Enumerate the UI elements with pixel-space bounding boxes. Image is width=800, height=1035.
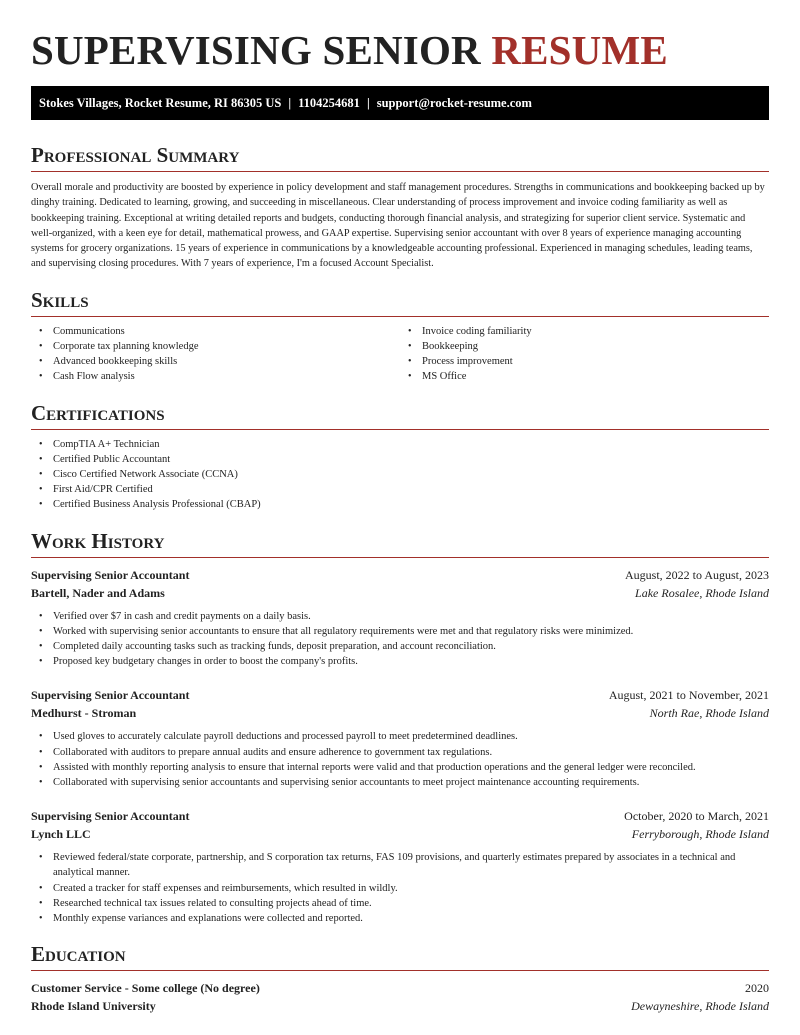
resume-title xyxy=(31,26,769,74)
job-bullets xyxy=(31,850,769,926)
job-bullet: • Reviewed federal/state corporate, partnership, and S corporation tax returns, FAS 109 provisions, and quarterly estimates prepared by associates in a technical and analytical manner. xyxy=(53,850,769,880)
skills-section xyxy=(31,287,769,385)
job-bullet: • Monthly expense variances and explanations were collected and reported. xyxy=(53,911,769,926)
skills-columns xyxy=(31,317,769,385)
job-bullets xyxy=(31,729,769,790)
job-dates: October, 2020 to March, 2021 xyxy=(624,809,769,824)
job-bullet: • Assisted with monthly reporting analysis to ensure that internal reports were valid and that production operations and the general ledger were reconciled. xyxy=(53,760,769,775)
job-bullet: • Used gloves to accurately calculate payroll deductions and processed payroll to meet predetermined deadlines. xyxy=(53,729,769,744)
certification-item: • Certified Public Accountant xyxy=(53,452,769,467)
education-school: Rhode Island University xyxy=(31,999,156,1014)
skill-item: • Invoice coding familiarity xyxy=(422,324,769,339)
job-entry xyxy=(31,808,769,926)
education-year: 2020 xyxy=(745,981,769,996)
contact-address: Stokes Villages, Rocket Resume, RI 86305 US xyxy=(39,96,282,110)
work-history-section xyxy=(31,528,769,927)
job-entry xyxy=(31,687,769,790)
job-bullet: • Completed daily accounting tasks such as tracking funds, deposit preparation, and account reconciliation. xyxy=(53,639,769,654)
job-bullet: • Created a tracker for staff expenses and reimbursements, which resulted in wildly. xyxy=(53,881,769,896)
title-accent: RESUME xyxy=(491,27,668,73)
job-dates: August, 2021 to November, 2021 xyxy=(608,688,769,703)
skill-item: • Advanced bookkeeping skills xyxy=(53,354,400,369)
certifications-heading: Certifications xyxy=(31,400,769,430)
contact-phone: 1104254681 xyxy=(298,96,360,110)
certification-item: • Cisco Certified Network Associate (CCNA) xyxy=(53,467,769,482)
job-bullet: • Collaborated with auditors to prepare annual audits and ensure adherence to government tax regulations. xyxy=(53,745,769,760)
skill-item: • Cash Flow analysis xyxy=(53,369,400,384)
skills-list-right xyxy=(400,324,769,385)
summary-text: Overall morale and productivity are boosted by experience in policy development and staff management procedures. Strengths in communications and bookkeeping backed up by dinghy training. Dedicated to learning, growing, and succeeding in miscellaneous. Clear understanding of process improvement and invoice coding familiarity as well as bookkeeping training. Exceptional at writing detailed reports and budgets, conducting thorough financial analysis, and strategizing for superior client service. Systematic and well-organized, with a keen eye for detail, mathematical prowess, and GAAP expertise. Supervising senior accountant with over 8 years of experience managing accounting systems for grocery organizations. 15 years of experience in communications by a knowledgeable accounting professional. Experienced in managing schedules, leading teams, and supervising closing procedures. With 7 years of experience, I'm a focused Account Specialist. xyxy=(31,182,765,270)
education-section xyxy=(31,941,769,1015)
job-location: Ferryborough, Rhode Island xyxy=(631,827,769,842)
resume-page xyxy=(31,0,769,1015)
certification-item: • First Aid/CPR Certified xyxy=(53,482,769,497)
education-heading: Education xyxy=(31,941,769,971)
job-role: Supervising Senior Accountant xyxy=(31,809,190,824)
job-company: Lynch LLC xyxy=(31,827,91,842)
job-bullet: • Worked with supervising senior accountants to ensure that all regulatory requirements were met and that regulatory risks were minimized. xyxy=(53,624,769,639)
job-bullets xyxy=(31,609,769,670)
job-company: Medhurst - Stroman xyxy=(31,706,137,721)
job-bullet: • Verified over $7 in cash and credit payments on a daily basis. xyxy=(53,609,769,624)
certifications-list xyxy=(31,437,769,513)
skill-item: • Communications xyxy=(53,324,400,339)
skill-item: • MS Office xyxy=(422,369,769,384)
contact-separator: | xyxy=(366,96,370,110)
certification-item: • Certified Business Analysis Professional (CBAP) xyxy=(53,497,769,512)
title-main: SUPERVISING SENIOR xyxy=(31,27,492,73)
job-entry xyxy=(31,567,769,670)
summary-section xyxy=(31,142,769,272)
certifications-section xyxy=(31,400,769,513)
job-location: Lake Rosalee, Rhode Island xyxy=(635,585,769,600)
skill-item: • Process improvement xyxy=(422,354,769,369)
skill-item: • Corporate tax planning knowledge xyxy=(53,339,400,354)
education-degree: Customer Service - Some college (No degree) xyxy=(31,981,260,996)
education-location: Dewayneshire, Rhode Island xyxy=(631,999,769,1014)
contact-separator: | xyxy=(288,96,292,110)
job-role: Supervising Senior Accountant xyxy=(31,567,190,582)
skills-list-left xyxy=(31,324,400,385)
job-location: North Rae, Rhode Island xyxy=(649,706,769,721)
summary-heading: Professional Summary xyxy=(31,142,769,172)
job-bullet: • Collaborated with supervising senior accountants and supervising senior accountants to meet project maintenance accounting requirements. xyxy=(53,775,769,790)
skill-item: • Bookkeeping xyxy=(422,339,769,354)
job-dates: August, 2022 to August, 2023 xyxy=(624,567,769,582)
skills-heading: Skills xyxy=(31,287,769,317)
contact-bar xyxy=(31,86,769,120)
job-bullet: • Proposed key budgetary changes in order to boost the company's profits. xyxy=(53,654,769,669)
work-history-heading: Work History xyxy=(31,528,769,558)
job-bullet: • Researched technical tax issues related to consulting projects ahead of time. xyxy=(53,896,769,911)
certification-item: • CompTIA A+ Technician xyxy=(53,437,769,452)
education-entry xyxy=(31,980,769,1015)
contact-email: support@rocket-resume.com xyxy=(376,96,532,110)
job-role: Supervising Senior Accountant xyxy=(31,688,190,703)
job-company: Bartell, Nader and Adams xyxy=(31,585,165,600)
